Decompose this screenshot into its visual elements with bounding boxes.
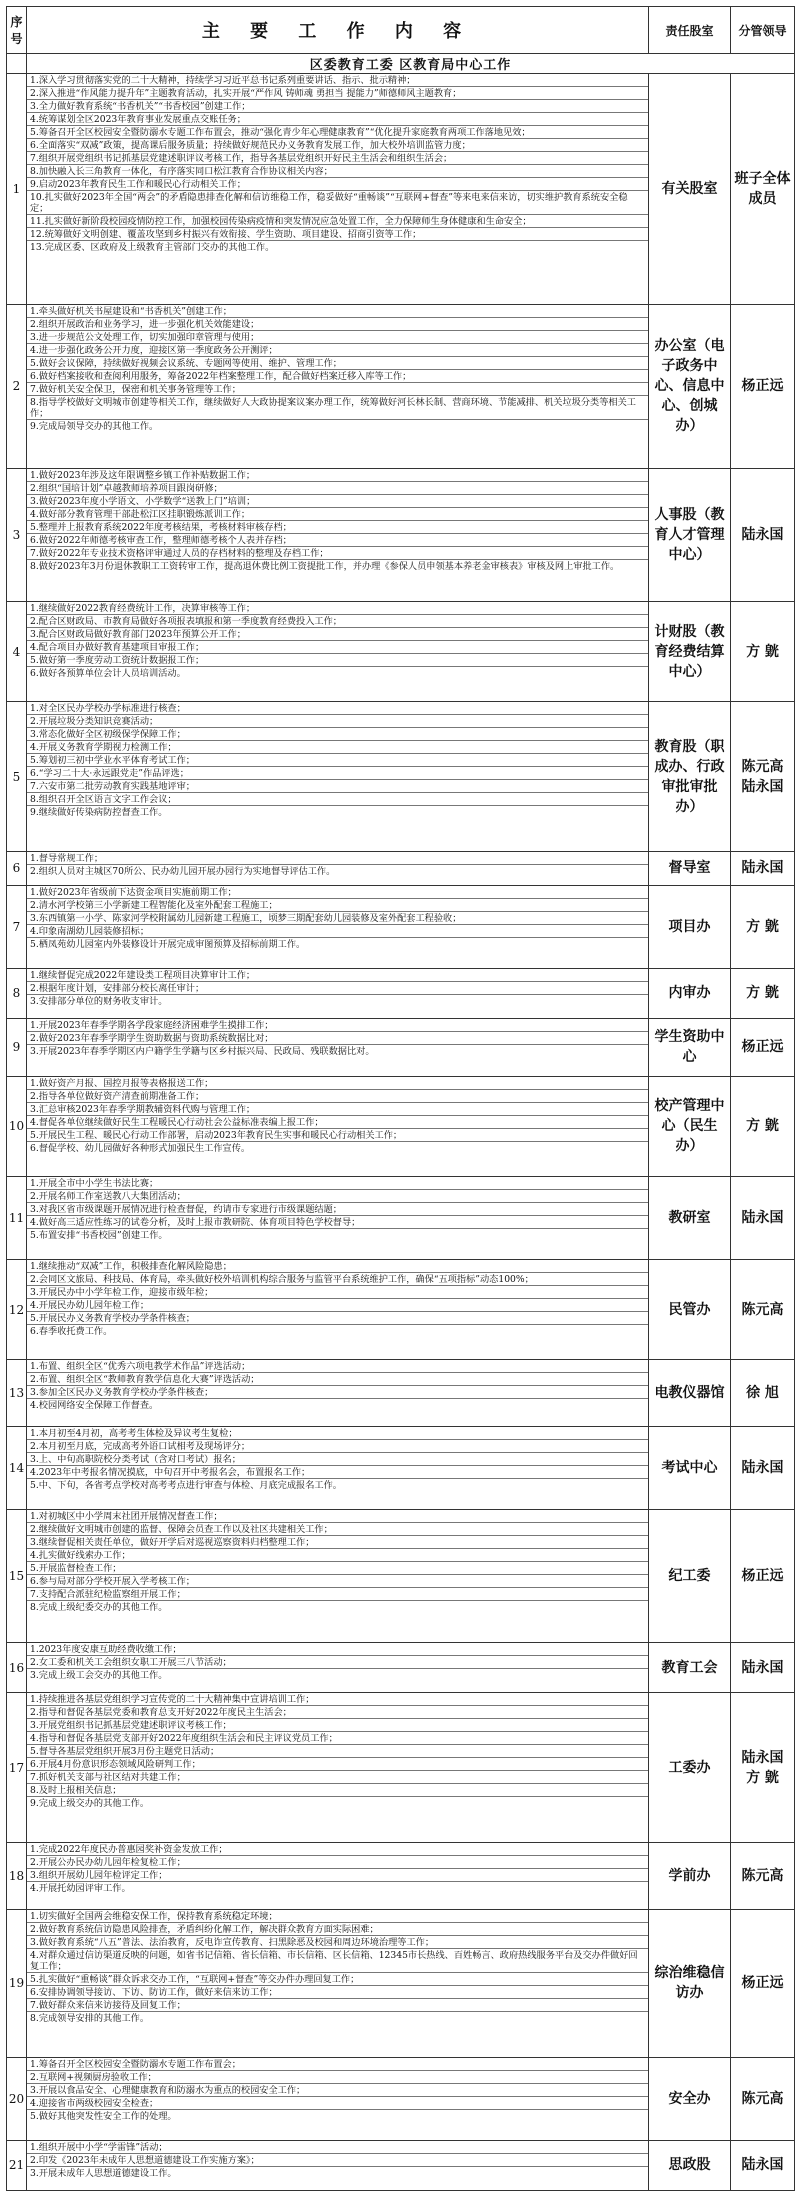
task-item: 1.做好2023年省级前下达资金项目实施前期工作； [27,886,648,899]
task-item: 3.配合区财政局做好教育部门2023年预算公开工作； [27,628,648,641]
task-item: 4.开展义务教育学期视力检测工作； [27,741,648,754]
task-item: 6.开展4月份意识形态领域风险研判工作； [27,1758,648,1771]
task-list [27,602,648,679]
task-item: 4.扎实做好线索办工作； [27,1549,648,1562]
task-item: 4.对群众通过信访渠道反映的问题，如省书记信箱、省长信箱、市长信箱、区长信箱、12345市长热线、百姓畅言、政府热线服务平台及交办件做好回复工作； [27,1949,648,1973]
task-item: 1.继续推动“双减”工作，积极排查化解风险隐患； [27,1260,648,1273]
group-seq: 6 [7,852,27,885]
task-list [27,1427,648,1491]
task-item: 4.督促各单位继续做好民生工程暖民心行动社会公益标准表编上报工作； [27,1116,648,1129]
task-item: 6.做好各预算单位会计人员培训活动。 [30,668,186,680]
task-item: 8.及时上报相关信息； [27,1784,648,1797]
task-item: 7.六安市第二批劳动教育实践基地评审； [27,780,648,793]
task-item: 1.组织开展中小学“学雷锋”活动； [27,2141,648,2154]
task-item: 3.汇总审核2023年春季学期教辅资料代购与管理工作； [27,1103,648,1116]
group-dept: 人事股（教育人才管理中心） [649,468,731,601]
task-item: 6.全面落实“双减”政策，提高课后服务质量；持续做好规范民办义务教育发展工作，加大校外培训监管力度； [27,139,648,152]
header-seq: 序号 [7,7,27,54]
work-plan-sheet [6,6,794,2191]
group-seq: 9 [7,1018,27,1076]
group-leader: 陈元高 [731,1260,795,1360]
group-dept: 教育工会 [649,1643,731,1693]
group-seq: 1 [7,74,27,305]
task-item: 8.完成领导安排的其他工作。 [30,2013,150,2025]
group-row [7,1643,795,1693]
task-item: 9.继续做好传染病防控督查工作。 [30,807,168,819]
group-tasks [27,1693,649,1843]
task-item: 1.做好2023年涉及这年限调整乡镇工作补贴数据工作； [27,469,648,482]
task-item: 9.启动2023年教育民生工作和暖民心行动相关工作； [27,178,648,191]
group-row [7,885,795,968]
group-leader: 陈元高 [731,2057,795,2140]
task-item: 1.深入学习贯彻落实党的二十大精神，持续学习习近平总书记系列重要讲话、指示、批示精神； [27,74,648,87]
group-leader: 陆永国 [731,1176,795,1259]
group-dept: 教育股（职成办、行政审批审批办） [649,702,731,852]
group-tasks [27,602,649,702]
task-item: 2.印发《2023年未成年人思想道德建设工作实施方案》； [27,2154,648,2167]
task-item: 1.完成2022年度民办普惠园奖补资金发放工作； [27,1843,648,1856]
task-item: 3.完成上级工会交办的其他工作。 [30,1670,168,1682]
group-row [7,1260,795,1360]
group-tasks [27,468,649,601]
task-item: 1.督导常规工作； [27,852,648,865]
task-list [27,886,648,950]
group-seq: 8 [7,968,27,1018]
task-item: 5.开展民办义务教育学校办学条件核查； [27,1312,648,1325]
task-item: 6.督促学校、幼儿园做好各种形式加强民生工作宣传。 [30,1142,251,1154]
group-seq: 12 [7,1260,27,1360]
task-list [27,1019,648,1057]
task-item: 2.继续做好文明城市创建的监督、保障会员查工作以及社区共建相关工作； [27,1523,648,1536]
task-item: 2.互联网+视频厨房验收工作； [27,2071,648,2084]
group-seq: 3 [7,468,27,601]
group-leader: 陆永国 [731,1426,795,1509]
task-item: 4.做好高三适应性练习的试卷分析，及时上报市教研院、体育项目特色学校督导； [27,1216,648,1229]
task-item: 2.做好教育系统信访隐患风险排查，矛盾纠纷化解工作，解决群众教育方面实际困难； [27,1923,648,1936]
task-item: 5.整理并上报教育系统2022年度考核结果，考核材料审核存档； [27,521,648,534]
task-item: 2.会同区文旅局、科技局、体育局，牵头做好校外培训机构综合服务与监管平台系统维护工作，确保“五项指标”动态100%； [27,1273,648,1286]
group-seq: 20 [7,2057,27,2140]
header-dept: 责任股室 [649,7,731,54]
task-item: 4.校园网络安全保障工作督查。 [30,1400,159,1412]
group-tasks [27,702,649,852]
task-item: 2.做好2023年春季学期学生资助数据与资助系统数据比对； [27,1032,648,1045]
group-dept: 校产管理中心（民生办） [649,1076,731,1176]
group-leader: 徐 旭 [731,1360,795,1427]
group-seq: 21 [7,2140,27,2190]
group-tasks [27,1910,649,2057]
task-item: 5.督导各基层党组织开展3月份主题党日活动； [27,1745,648,1758]
group-seq: 5 [7,702,27,852]
group-dept: 纪工委 [649,1510,731,1643]
group-tasks [27,1843,649,1910]
group-dept: 考试中心 [649,1426,731,1509]
task-list [27,1260,648,1337]
task-item: 4.印象南湖幼儿园装修招标； [27,925,648,938]
task-item: 8.加快融入长三角教育一体化，有序落实同口松江教育合作协议相关内容； [27,165,648,178]
task-item: 8.完成上级纪委交办的其他工作。 [30,1602,168,1614]
group-row [7,2057,795,2140]
group-leader: 陆永国 [731,468,795,601]
task-item: 3.全力做好教育系统“书香机关”“书香校园”创建工作； [27,100,648,113]
group-leader: 方 皝 [731,885,795,968]
task-item: 7.做好机关安全保卫，保密和机关事务管理等工作； [27,383,648,396]
task-item: 3.进一步规范公文处理工作，切实加强印章管理与使用； [27,331,648,344]
task-item: 4.配合项目办做好教育基建项目审报工作； [27,641,648,654]
group-row [7,468,795,601]
task-item: 3.开展党组织书记抓基层党建述职评议考核工作； [27,1719,648,1732]
task-item: 1.本月初至4月初，高考考生体检及异议考生复检； [27,1427,648,1440]
group-leader: 陆永国 [731,852,795,885]
task-item: 1.开展全市中小学生书法比赛； [27,1177,648,1190]
group-seq: 18 [7,1843,27,1910]
group-seq: 13 [7,1360,27,1427]
group-row [7,602,795,702]
header-content: 主 要 工 作 内 容 [27,7,649,54]
task-item: 3.继续督促相关责任单位，做好开学后对巡视巡察资料归档整理工作； [27,1536,648,1549]
task-item: 6.做好2022年师德考核审查工作，整理师德考核个人表并存档； [27,534,648,547]
task-item: 9.完成上级交办的其他工作。 [30,1798,150,1810]
task-item: 1.继续督促完成2022年建设类工程项目决算审计工作； [27,969,648,982]
group-seq: 10 [7,1076,27,1176]
group-tasks [27,885,649,968]
task-item: 8.做好2023年3月份退休教职工工资转审工作，提高退休费比例工资提批工作，并办理《参保人员申领基本养老金审核表》审核及网上审批工作。 [30,560,620,572]
task-list [27,1177,648,1241]
task-item: 2.指导各单位做好资产清查前期准备工作； [27,1090,648,1103]
header-row [7,7,795,54]
task-item: 6.参与局对部分学校开展入学考核工作； [27,1575,648,1588]
task-list [27,852,648,877]
task-list [27,1693,648,1809]
group-dept: 学生资助中心 [649,1018,731,1076]
table-body [7,54,795,2191]
group-leader: 班子全体成员 [731,74,795,305]
task-item: 1.对初城区中小学周末社团开展情况督查工作； [27,1510,648,1523]
group-row [7,852,795,885]
group-tasks [27,74,649,305]
task-item: 1.布置、组织全区“优秀六项电教学术作品”评选活动； [27,1360,648,1373]
task-item: 5.扎实做好“重畅谈”群众诉求交办工作，“互联网+督查”等交办件办理回复工作； [27,1973,648,1986]
task-item: 7.做好2022年专业技术资格评审通过人员的存档材料的整理及存档工作； [27,547,648,560]
task-item: 3.常态化做好全区初级保学保障工作； [27,728,648,741]
group-row [7,1693,795,1843]
work-plan-table [6,6,795,2191]
task-item: 3.对我区省市级课题开展情况进行检查督促，约请市专家进行市级课题结题； [27,1203,648,1216]
group-row [7,1018,795,1076]
header-leader: 分管领导 [731,7,795,54]
task-item: 2.根据年度计划，安排部分校长离任审计； [27,982,648,995]
task-item: 5.筹划初三初中学业水平体育考试工作； [27,754,648,767]
task-item: 5.栖凤苑幼儿园室内外装修设计开展完成审图预算及招标前期工作。 [30,938,306,950]
task-item: 8.指导学校做好文明城市创建等相关工作，继续做好人大政协提案议案办理工作，统筹做好河长林长制、营商环境、节能减排、机关垃圾分类等相关工作； [27,396,648,420]
group-seq: 17 [7,1693,27,1843]
group-row [7,304,795,468]
group-row [7,1176,795,1259]
group-leader: 陆永国 [731,2140,795,2190]
task-item: 2.指导和督促各基层党委和教育总支开好2022年度民主生活会； [27,1706,648,1719]
task-list [27,1510,648,1613]
group-tasks [27,852,649,885]
group-tasks [27,1176,649,1259]
group-tasks [27,304,649,468]
group-seq: 15 [7,1510,27,1643]
group-tasks [27,1643,649,1693]
group-tasks [27,1360,649,1427]
task-item: 3.做好教育系统“八五”普法、法治教育，反电诈宣传教育、扫黑除恶及校园和周边环境治理等工作； [27,1936,648,1949]
task-item: 2.本月初至月底，完成高考外语口试相考及现场评分； [27,1440,648,1453]
group-dept: 工委办 [649,1693,731,1843]
group-seq: 16 [7,1643,27,1693]
task-item: 2.深入推进“作风能力提升年”主题教育活动，扎实开展“严作风 铸师魂 勇担当 提能力”师德师风主题教育； [27,87,648,100]
task-list [27,1843,648,1894]
task-item: 3.开展民办中小学年检工作，迎接市级年检； [27,1286,648,1299]
group-leader: 杨正远 [731,1510,795,1643]
group-tasks [27,2057,649,2140]
task-item: 3.上、中旬高职院校分类考试（含对口考试）报名； [27,1453,648,1466]
group-dept: 计财股（教育经费结算中心） [649,602,731,702]
group-leader: 方 皝 [731,602,795,702]
task-item: 4.进一步强化政务公开力度，迎接区第一季度政务公开测评； [27,344,648,357]
task-item: 2.开展名师工作室送教八大集团活动； [27,1190,648,1203]
task-item: 6.安排协调领导接访、下访、防访工作，做好来信来访工作； [27,1986,648,1999]
group-dept: 思政股 [649,2140,731,2190]
group-seq: 4 [7,602,27,702]
task-item: 3.安排部分单位的财务收支审计。 [30,995,168,1007]
group-row [7,1510,795,1643]
task-item: 2.组织开展政治和业务学习，进一步强化机关效能建设； [27,318,648,331]
task-list [27,2141,648,2179]
task-item: 13.完成区委、区政府及上级教育主管部门交办的其他工作。 [30,242,275,253]
subtitle-spacer [7,54,27,74]
subtitle-row [7,54,795,74]
task-item: 5.开展民生工程、暖民心行动工作部署，启动2023年教育民生实事和暖民心行动相关工作； [27,1129,648,1142]
group-seq: 7 [7,885,27,968]
group-leader: 陈元高 陆永国 [731,702,795,852]
group-tasks [27,1018,649,1076]
group-tasks [27,1260,649,1360]
task-item: 2.组织“国培计划”卓越教师培养项目跟岗研修； [27,482,648,495]
task-item: 2.开展垃圾分类知识竞赛活动； [27,715,648,728]
group-dept: 教研室 [649,1176,731,1259]
task-item: 6.做好档案接收和查阅利用服务，筹备2022年档案整理工作，配合做好档案迁移入库等工作； [27,370,648,383]
task-item: 4.迎接省市两级校园安全检查； [27,2097,648,2110]
group-tasks [27,1510,649,1643]
task-item: 5.做好会议保障，持续做好视频会议系统、专题网等使用、维护、管理工作； [27,357,648,370]
task-list [27,969,648,1007]
group-dept: 督导室 [649,852,731,885]
task-item: 1.开展2023年春季学期各学段家庭经济困难学生摸排工作； [27,1019,648,1032]
task-item: 5.开展监督检查工作； [27,1562,648,1575]
task-item: 1.筹备召开全区校园安全暨防溺水专题工作布置会； [27,2058,648,2071]
group-dept: 民管办 [649,1260,731,1360]
group-dept: 内审办 [649,968,731,1018]
task-item: 1.持续推进各基层党组织学习宣传党的二十大精神集中宣讲培训工作； [27,1693,648,1706]
task-item: 7.做好群众来信来访接待及回复工作； [27,1999,648,2012]
task-item: 10.扎实做好2023年全国“两会”的矛盾隐患排查化解和信访维稳工作，稳妥做好“重畅谈”“互联网+督查”等来电来信来访，切实维护教育系统安全稳定； [27,191,648,215]
group-row [7,1076,795,1176]
task-item: 3.东西镇第一小学、陈家河学校附属幼儿园新建工程施工，顷梦三期配套幼儿园装修及室外配套工程验收； [27,912,648,925]
task-item: 3.开展2023年春季学期区内户籍学生学籍与区乡村振兴局、民政局、残联数据比对。 [30,1045,375,1057]
task-item: 2.女工委和机关工会组织女职工开展三八节活动； [27,1656,648,1669]
group-leader: 陆永国 方 皝 [731,1693,795,1843]
task-list [27,1643,648,1681]
group-leader: 陈元高 [731,1843,795,1910]
task-item: 3.组织开展幼儿园年检评定工作； [27,1869,648,1882]
task-item: 4.开展民办幼儿园年检工作； [27,1299,648,1312]
task-item: 6.春季收托费工作。 [30,1326,113,1338]
group-row [7,968,795,1018]
task-item: 1.切实做好全国两会维稳安保工作，保持教育系统稳定环境； [27,1910,648,1923]
group-tasks [27,968,649,1018]
task-item: 8.组织召开全区语言文字工作会议； [27,793,648,806]
task-list [27,305,648,432]
task-item: 3.参加全区民办义务教育学校办学条件核查； [27,1386,648,1399]
group-dept: 综治维稳信访办 [649,1910,731,2057]
task-item: 12.统筹做好文明创建、覆盖攻坚到乡村振兴有效衔接、学生资助、项目建设、招商引资等工作； [27,228,648,241]
task-item: 4.开展托幼园评审工作。 [30,1883,131,1895]
task-item: 4.统筹谋划全区2023年教育事业发展重点交账任务； [27,113,648,126]
task-list [27,702,648,818]
task-item: 2.布置、组织全区“教师教育教学信息化大赛”评选活动； [27,1373,648,1386]
group-row [7,1360,795,1427]
task-list [27,1077,648,1154]
task-item: 5.中、下旬，各省考点学校对高考考点进行审查与体检、月底完成报名工作。 [30,1479,342,1491]
group-tasks [27,1426,649,1509]
group-row [7,1843,795,1910]
group-tasks [27,1076,649,1176]
task-item: 5.做好其他突发性安全工作的处理。 [30,2110,177,2122]
task-item: 7.支持配合派驻纪检监察组开展工作； [27,1588,648,1601]
group-leader: 杨正远 [731,1018,795,1076]
group-row [7,74,795,305]
task-item: 1.做好资产月报、国控月报等表格报送工作； [27,1077,648,1090]
group-seq: 11 [7,1176,27,1259]
task-item: 4.2023年中考报名情况摸底，中旬召开中考报名会，布置报名工作； [27,1466,648,1479]
task-list [27,74,648,253]
group-dept: 学前办 [649,1843,731,1910]
task-item: 5.筹备召开全区校园安全暨防溺水专题工作布置会，推动“强化青少年心理健康教育”“优化提升家庭教育两项工作落地见效； [27,126,648,139]
group-seq: 19 [7,1910,27,2057]
task-list [27,1910,648,2024]
task-list [27,2058,648,2122]
group-dept: 项目办 [649,885,731,968]
group-dept: 办公室（电子政务中心、信息中心、创城办） [649,304,731,468]
group-row [7,1910,795,2057]
group-leader: 方 皝 [731,968,795,1018]
task-item: 1.对全区民办学校办学标准进行核查； [27,702,648,715]
task-item: 1.牵头做好机关书屋建设和“书香机关”创建工作； [27,305,648,318]
task-item: 4.做好部分教育管理干部赴松江区挂职锻炼派训工作； [27,508,648,521]
group-leader: 杨正远 [731,1910,795,2057]
group-leader: 陆永国 [731,1643,795,1693]
task-item: 2.开展公办民办幼儿园年检复检工作； [27,1856,648,1869]
group-leader: 杨正远 [731,304,795,468]
task-item: 1.2023年度安康互助经费收缴工作； [27,1643,648,1656]
task-item: 4.指导和督促各基层党支部开好2022年度组织生活会和民主评议党员工作； [27,1732,648,1745]
task-item: 1.继续做好2022教育经费统计工作，决算审核等工作； [27,602,648,615]
task-item: 3.做好2023年度小学语文、小学数学“送教上门”培训； [27,495,648,508]
group-tasks [27,2140,649,2190]
group-dept: 安全办 [649,2057,731,2140]
task-item: 3.开展未成年人思想道德建设工作。 [30,2167,177,2179]
group-dept: 电教仪器馆 [649,1360,731,1427]
group-row [7,702,795,852]
task-list [27,469,648,572]
task-item: 5.布置安排“书香校园”创建工作。 [30,1229,168,1241]
task-item: 9.完成局领导交办的其他工作。 [30,420,159,432]
task-item: 7.组织开展党组织书记抓基层党建述职评议考核工作，指导各基层党组织开好民主生活会和组织生活会； [27,152,648,165]
group-seq: 14 [7,1426,27,1509]
group-leader: 方 皝 [731,1076,795,1176]
section-subtitle: 区委教育工委 区教育局中心工作 [27,54,795,74]
task-item: 7.抓好机关支部与社区结对共建工作； [27,1771,648,1784]
task-item: 2.清水河学校第三小学新建工程智能化及室外配套工程施工； [27,899,648,912]
group-row [7,1426,795,1509]
task-item: 3.开展以食品安全、心理健康教育和防溺水为重点的校园安全工作； [27,2084,648,2097]
task-item: 6.“学习二十大·永远跟党走”作品评选； [27,767,648,780]
task-item: 11.扎实做好新阶段校园疫情防控工作，加强校园传染病疫情和突发情况应急处置工作，全力保障师生身体健康和生命安全； [27,215,648,228]
task-item: 2.配合区财政局、市教育局做好各项报表填报和第一季度教育经费投入工作； [27,615,648,628]
group-dept: 有关股室 [649,74,731,305]
task-list [27,1360,648,1411]
task-item: 2.组织人员对主城区70所公、民办幼儿园开展办园行为实地督导评估工作。 [30,866,336,878]
group-row [7,2140,795,2190]
task-item: 5.做好第一季度劳动工资统计数据报工作； [27,654,648,667]
group-seq: 2 [7,304,27,468]
